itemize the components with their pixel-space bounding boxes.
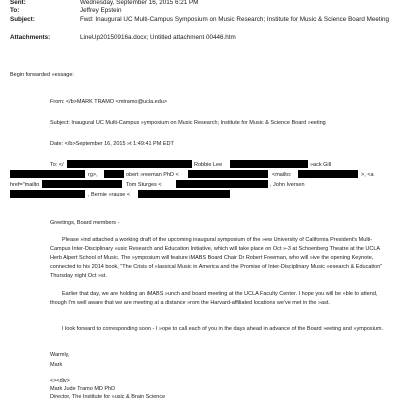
closing-name: Mark [50,362,63,368]
recipient-line-2-start: rg>, [88,172,98,178]
recipient-sturges: Tom Sturges < [126,182,162,188]
forwarded-to-label: To: </ [50,162,64,168]
paragraph-1: Please »ind attached a working draft of the upcoming inaugural symposium of the »ew University of California President's Multi-Campus Inter-Disciplinary »usic Research and Education Initiative, which will take place on Oct »-3 at Schoenberg Theatre at the UCLA Herb Alpert School of Music. The »ymposium will feature iMABS Board Chair Dr Robert Freeman, who will »ive the opening Keynote, connected to his 2014 book, "The Crisis of »lassical Music in America and the Promise of Inter-Disciplinary Music »esearch & Education" Thursday night Oct »st. [50,237,383,279]
redaction-bar [298,170,358,178]
redaction-bar [138,190,230,198]
signature-div: <><div> [50,378,70,384]
forwarded-begin: Begin forwarded »essage: [10,72,74,78]
forwarded-from: From: </b>MARK TRAMO <mtramo@ucla.edu> [50,99,168,105]
recipient-gill: »ack Gill [310,162,332,168]
forwarded-date: Date: </b>September 16, 2015 »t 1:49:41 PM EDT [50,141,174,147]
redaction-bar [10,170,85,178]
subject-value: Fwd: Inaugural UC Multi-Campus Symposium on Music Research; Institute for Music & Science Board Meeting [80,16,390,23]
recipient-krause: , Bernie »rause < [88,192,131,198]
redaction-bar [104,170,124,178]
recipient-href: href="mailto [10,182,40,188]
subject-label: Subject: [10,16,35,23]
recipient-iversen: , John Iversen [270,182,305,188]
recipient-mailto-1: <mailto: [272,172,292,178]
sent-value: Wednesday, September 16, 2015 6:21 PM [80,0,199,6]
paragraph-3: I look forward to corresponding soon - I »ope to call each of you in the days ahead in advance of the Board »eeting and »ymposium. [62,326,384,332]
recipient-line-2-end: >, <a [361,172,374,178]
attachments-label: Attachments: [10,34,51,41]
greeting: Greetings, Board members - [50,220,120,226]
redaction-bar [42,180,122,188]
to-label: To: [10,7,20,14]
recipient-robbie: Robbie Lee [194,162,223,168]
redaction-bar [230,160,308,168]
redaction-bar [67,160,192,168]
attachments-value[interactable]: LineUp20150916a.docx; Untitled attachment 00446.htm [80,34,236,41]
redaction-bar [176,180,268,188]
signature-name: Mark Jude Tramo MD PhD [50,386,116,392]
forwarded-subject: Subject: Inaugural UC Multi-Campus »ymposium on Music Research; Institute for Music & Science Board »eeting [50,120,326,126]
to-value: Jeffrey Epstein [80,7,122,14]
signature-title: Director, The Institute for »usic & Brain Science [50,394,166,400]
redaction-bar [188,170,268,178]
closing-warmly: Warmly, [50,352,70,358]
redaction-bar [10,190,85,198]
paragraph-2: Earlier that day, we are holding an iMABS »unch and board meeting at the UCLA Faculty Center. I hope you will be »ble to attend, though I'm well aware that we are meeting at a distance »rom the Harvard-affiliated locations we've met in the »ast. [50,291,378,306]
sent-label: Sent: [10,0,26,6]
recipient-freeman: obert »reeman PhD < [126,172,179,178]
